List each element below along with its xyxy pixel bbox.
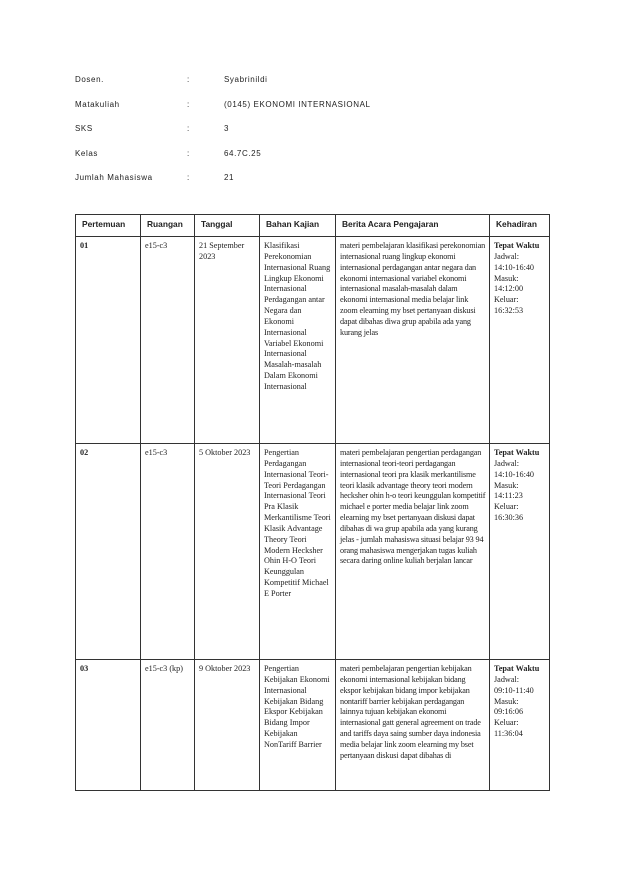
cell-pertemuan: 01 (76, 237, 141, 444)
info-label: Kelas (75, 148, 99, 158)
checkin-time: 09:16:06 (494, 707, 524, 717)
header-kehadiran: Kehadiran (490, 215, 550, 237)
schedule-time: 09:10-11:40 (494, 685, 534, 695)
schedule-label: Jadwal: (494, 251, 520, 261)
info-colon: : (187, 75, 190, 84)
schedule-label: Jadwal: (494, 674, 520, 684)
cell-tanggal: 5 Oktober 2023 (195, 444, 260, 660)
cell-kehadiran (490, 237, 550, 444)
schedule-label: Jadwal: (494, 458, 520, 468)
info-row-sks (75, 123, 545, 148)
table-header-row (76, 215, 550, 237)
cell-kehadiran (490, 444, 550, 660)
cell-bahan-kajian: Klasifikasi Perekonomian Internasional Ruang Lingkup Ekonomi Internasional Perdagangan antar Negara dan Ekonomi Internasional Variabel Ekonomi Internasional Masalah-masalah Dalam Ekonomi Internasional (260, 237, 336, 444)
table-row (76, 444, 550, 660)
checkout-label: Keluar: (494, 295, 519, 305)
table-row (76, 237, 550, 444)
checkin-time: 14:11:23 (494, 491, 523, 501)
checkout-time: 11:36:04 (494, 729, 523, 739)
checkin-label: Masuk: (494, 696, 519, 706)
checkin-label: Masuk: (494, 480, 519, 490)
cell-ruangan: e15-c3 (kp) (141, 660, 195, 791)
checkin-time: 14:12:00 (494, 284, 524, 294)
attendance-status: Tepat Waktu (494, 448, 540, 457)
schedule-time: 14:10-16:40 (494, 469, 535, 479)
info-row-kelas (75, 148, 545, 173)
cell-tanggal: 21 September 2023 (195, 237, 260, 444)
schedule-time: 14:10-16:40 (494, 262, 535, 272)
header-pertemuan: Pertemuan (76, 215, 141, 237)
cell-pertemuan: 02 (76, 444, 141, 660)
checkout-time: 16:30:36 (494, 513, 524, 523)
cell-pertemuan: 03 (76, 660, 141, 791)
info-row-dosen (75, 74, 545, 99)
info-row-matakuliah (75, 99, 545, 124)
info-label: SKS (75, 124, 93, 133)
checkout-label: Keluar: (494, 502, 519, 512)
checkout-label: Keluar: (494, 718, 519, 728)
info-value: (0145) EKONOMI INTERNASIONAL (224, 99, 371, 109)
checkout-time: 16:32:53 (494, 306, 524, 316)
header-tanggal: Tanggal (195, 215, 260, 237)
cell-ruangan: e15-c3 (141, 444, 195, 660)
info-label: Dosen. (75, 75, 104, 84)
info-colon: : (187, 124, 190, 133)
attendance-status: Tepat Waktu (494, 241, 540, 250)
cell-bahan-kajian: Pengertian Perdagangan Internasional Teori-Teori Perdagangan Internasional Teori Pra Klasik Merkantilisme Teori Klasik Advantage Theory Teori Modern Hecksher Ohin H-O Teori Keunggulan Kompetitif Michael E Porter (260, 444, 336, 660)
info-value: 21 (224, 173, 235, 182)
info-label: Matakuliah (75, 99, 120, 109)
info-colon: : (187, 173, 190, 182)
schedule-table (75, 214, 550, 791)
info-colon: : (187, 148, 190, 158)
course-info (75, 74, 545, 197)
info-value: 3 (224, 124, 230, 133)
info-colon: : (187, 99, 190, 109)
cell-berita-acara: materi pembelajaran pengertian perdagangan internasional teori-teori perdagangan internasional teori pra klasik merkantilisme teori klasik advantage theory teori modern hecksher ohin h-o teori keunggulan kompetitif michael e porter media belajar link zoom elearning my bset pertanyaan diskusi dapat dibahas di wa grup apabila ada yang kurang jelas - jumlah mahasiswa situasi belajar 93 94 orang mahasiswa mengerjakan tugas kuliah secara daring online kuliah berjalan lancar (336, 444, 490, 660)
cell-ruangan: e15-c3 (141, 237, 195, 444)
info-value: Syabrinildi (224, 75, 268, 84)
cell-tanggal: 9 Oktober 2023 (195, 660, 260, 791)
info-row-jumlah-mahasiswa (75, 172, 545, 197)
cell-berita-acara: materi pembelajaran klasifikasi perekonomian internasional ruang lingkup ekonomi internasional perdagangan antar negara dan ekonomi internasional variabel ekonomi internasional masalah-masalah dalam ekonomi internasional media belajar link zoom elearning my bset pertanyaan diskusi dapat dibahas diwa grup apabila ada yang kurang jelas (336, 237, 490, 444)
checkin-label: Masuk: (494, 273, 519, 283)
cell-berita-acara: materi pembelajaran pengertian kebijakan ekonomi internasional kebijakan bidang ekspor kebijakan bidang impor kebijakan nontariff barrier kebijakan perdagangan lainnya tujuan kebijakan ekonomi internasional gatt general agreement on trade and tariffs daya saing sumber daya indonesia media belajar link zoom elearning my bset pertanyaan diskusi dapat dibahas di (336, 660, 490, 791)
cell-bahan-kajian: Pengertian Kebijakan Ekonomi Internasional Kebijakan Bidang Ekspor Kebijakan Bidang Impor Kebijakan NonTariff Barrier (260, 660, 336, 791)
info-value: 64.7C.25 (224, 148, 262, 158)
header-berita-acara: Berita Acara Pengajaran (336, 215, 490, 237)
cell-kehadiran (490, 660, 550, 791)
info-label: Jumlah Mahasiswa (75, 173, 153, 182)
attendance-status: Tepat Waktu (494, 664, 540, 673)
header-ruangan: Ruangan (141, 215, 195, 237)
header-bahan-kajian: Bahan Kajian (260, 215, 336, 237)
table-row (76, 660, 550, 791)
